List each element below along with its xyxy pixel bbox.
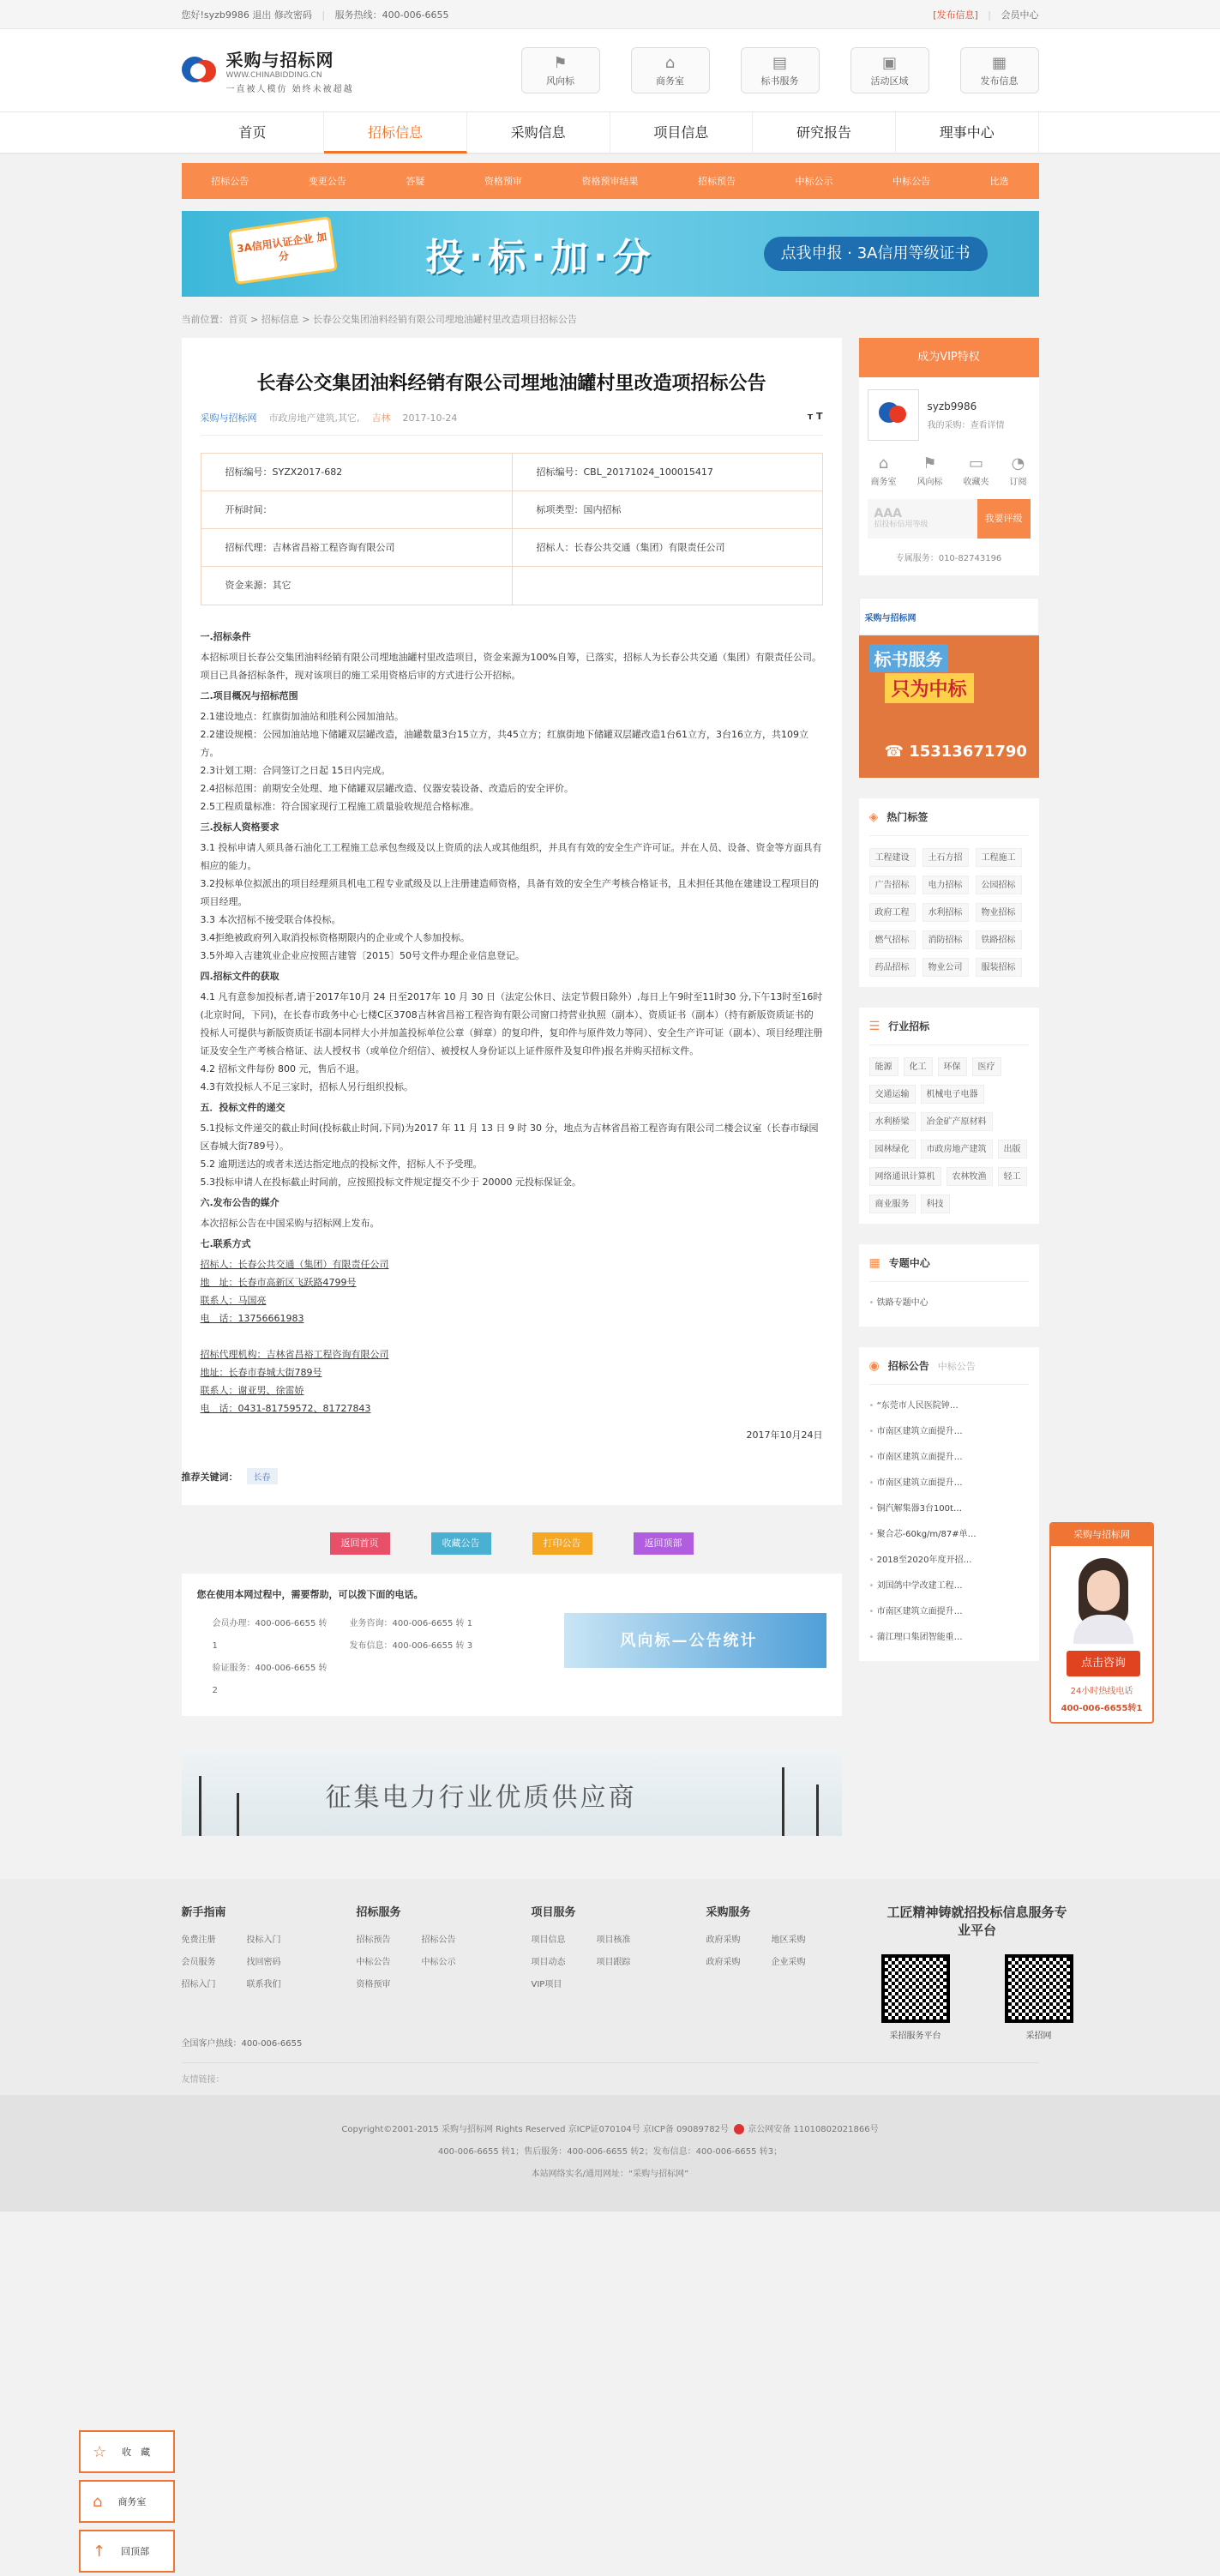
contact-line: 联系人：马国亮 [200, 1295, 267, 1306]
paragraph: 3.4拒绝被政府列入取消投标资格期限内的企业或个人参加投标。 [200, 932, 470, 943]
industry-tag[interactable]: 网络通讯计算机 [869, 1167, 941, 1186]
arrow-up-icon: ↑ [93, 2542, 106, 2561]
topic-box: ▦ 专题中心 • 铁路专题中心 [859, 1244, 1039, 1327]
sub-nav [182, 163, 1039, 199]
notice-item[interactable]: • 市南区建筑立面提升… [869, 1445, 1029, 1471]
list-icon: ☰ [868, 1019, 880, 1033]
hot-tag[interactable]: 铁路招标 [976, 930, 1022, 949]
credit-grade: AAA [874, 507, 903, 521]
header-shortcuts [521, 47, 1039, 93]
footer-link[interactable]: 联系我们 [246, 1980, 281, 1989]
ad-subline: 只为中标 [885, 673, 974, 703]
article [182, 338, 842, 1461]
footer-link[interactable]: 中标公示 [421, 1958, 456, 1967]
topic-item[interactable]: • 铁路专题中心 [869, 1291, 1029, 1316]
top-bar: 您好!syzb9986 退出 修改密码 | 服务热线：400-006-6655 [发布信息] | 会员中心 [0, 0, 1220, 29]
paragraph: 3.2投标单位拟派出的项目经理须具机电工程专业贰级及以上注册建造师资格，具备有效的安全生产考核合格证书，且未担任其他在建建设工程项目的项目经理。 [200, 878, 819, 907]
footer-link[interactable]: 招标入门 [181, 1980, 216, 1989]
vip-button[interactable]: 成为VIP特权 [859, 338, 1039, 377]
notice-item[interactable]: • 刘国鸽中学改建工程… [869, 1574, 1029, 1599]
user-shortcut-rss[interactable]: ◔ 订阅 [1009, 454, 1027, 487]
customer-service-float [1049, 1522, 1154, 1724]
notice-item[interactable]: • 市南区建筑立面提升… [869, 1599, 1029, 1625]
hot-tag[interactable]: 消防招标 [923, 930, 969, 949]
avatar [868, 389, 919, 441]
police-record: 京公网安备 11010802021866号 [748, 2125, 879, 2134]
footer-col-project: 项目服务 项目信息 项目核准 项目动态 项目跟踪 VIP项目 [532, 1903, 662, 2041]
nav-bidding[interactable]: 招标信息 [324, 112, 467, 153]
service-hotline: 400-006-6655转1 [1061, 1704, 1143, 1713]
article-title: 长春公交集团油料经销有限公司埋地油罐村里改造项招标公告 [256, 373, 766, 394]
site-logo[interactable] [182, 46, 354, 94]
paragraph: 2.1建设地点：红旗街加油站和胜利公园加油站。 [200, 711, 404, 722]
site-footer [0, 1879, 1220, 2212]
friend-links: 友情链接： [182, 2062, 1039, 2095]
footer-link[interactable]: 中标公告 [356, 1958, 391, 1967]
info-cell: 招标人：长春公共交通（集团）有限责任公司 [512, 529, 822, 566]
contact-line: 电 话：0431-81759572、81727843 [200, 1403, 371, 1414]
help-line: 会员办理：400-006-6655 转 1 [212, 1619, 328, 1651]
footer-link[interactable]: 项目信息 [531, 1935, 566, 1945]
ad-phone: ☎ 15313671790 [884, 743, 1027, 761]
footer-link[interactable]: 项目动态 [531, 1958, 566, 1967]
info-table [201, 453, 823, 605]
agent-avatar [1073, 1558, 1133, 1644]
info-cell: 招标编号：SYZX2017-682 [225, 466, 343, 478]
paragraph: 4.2 招标文件每份 800 元，售后不退。 [200, 1063, 365, 1074]
shortcut-publish[interactable]: ▦ 发布信息 [960, 47, 1039, 93]
footer-declare: 本站网络实名/通用网址：“采购与招标网” [531, 2170, 689, 2179]
sidebar [859, 338, 1039, 1836]
article-date: 2017-10-24 [402, 412, 458, 424]
hot-tag[interactable]: 广告招标 [869, 876, 916, 894]
home-icon: ⌂ [878, 454, 889, 472]
footer-col-bid: 招标服务 招标预告 招标公告 中标公告 中标公示 资格预审 [357, 1903, 487, 2041]
section-heading: 二.项目概况与招标范围 [200, 690, 298, 701]
industry-tag[interactable]: 交通运输 [869, 1085, 916, 1104]
user-shortcut-office[interactable]: ⌂ 商务室 [870, 454, 897, 487]
notice-item[interactable]: • 蒲江理口集团智能重… [869, 1625, 1029, 1651]
logo-icon [182, 53, 219, 87]
industry-tag[interactable]: 市政房地产建筑 [921, 1140, 993, 1159]
industry-tag[interactable]: 医疗 [972, 1057, 1001, 1076]
subnav-item[interactable]: 中标公告 [892, 176, 931, 187]
brand-domain: WWW.CHINABIDDING.CN [225, 71, 322, 80]
paragraph: 本次招标公告在中国采购与招标网上发布。 [200, 1218, 380, 1229]
consult-button[interactable]: 点击咨询 [1067, 1651, 1140, 1676]
brand-slogan: 一直被人模仿 始终未被超越 [225, 85, 354, 94]
float-favorite[interactable]: ☆ 收 藏 [79, 2430, 175, 2473]
keywords-label: 推荐关键词： [181, 1471, 238, 1483]
hot-tag[interactable]: 工程建设 [869, 848, 916, 867]
footer-tagline: 工匠精神铸就招投标信息服务专业平台 [886, 1905, 1067, 1938]
paragraph: 3.1 投标申请人须具备石油化工工程施工总承包叁级及以上资质的法人或其他组织，并具有有效的安全生产许可证。并在人员、设备、资金等方面具有相应的能力。 [200, 842, 822, 871]
article-industry: 市政房地产建筑,其它, [268, 412, 360, 424]
bid-service-ad[interactable] [859, 598, 1039, 778]
hot-tag[interactable]: 服装招标 [976, 958, 1022, 977]
hot-tag[interactable]: 药品招标 [869, 958, 916, 977]
footer-link[interactable]: 免费注册 [181, 1935, 216, 1945]
nav-reports[interactable]: 研究报告 [753, 112, 896, 153]
keywords-row [182, 1461, 842, 1505]
info-cell [512, 567, 822, 605]
footer-link[interactable]: 招标公告 [421, 1935, 456, 1945]
stats-ad[interactable]: 风向标—公告统计 [564, 1613, 826, 1668]
credit-badge: 3A信用认证企业 加分 [228, 216, 338, 285]
power-banner-text: 征集电力行业优质供应商 [325, 1783, 637, 1813]
contact-line: 招标代理机构：吉林省昌裕工程咨询有限公司 [200, 1349, 389, 1360]
footer-phones: 400-006-6655 转1；售后服务：400-006-6655 转2；发布信息：400-006-6655 转3； [437, 2147, 783, 2157]
footer-link[interactable]: 企业采购 [771, 1958, 806, 1967]
police-badge-icon [734, 2124, 744, 2134]
rss-icon: ◔ [1011, 454, 1025, 472]
industry-tag[interactable]: 园林绿化 [869, 1140, 916, 1159]
paragraph: 4.3有效投标人不足三家时，招标人另行组织投标。 [200, 1081, 413, 1092]
greeting-text[interactable]: 您好!syzb9986 退出 修改密码 [181, 9, 312, 21]
article-body [201, 628, 823, 1444]
service-header: 采购与招标网 [1051, 1524, 1152, 1546]
industry-tag[interactable]: 科技 [921, 1195, 950, 1213]
footer-link[interactable]: 项目核准 [596, 1935, 631, 1945]
paragraph: 5.1投标文件递交的截止时间(投标截止时间,下同)为2017 年 11 月 13 日 9 时 30 分，地点为吉林省昌裕工程咨询有限公司二楼会议室（长春市绿园区春城大街789号）。 [200, 1122, 819, 1152]
notice-item[interactable]: • 2018至2020年度开招… [869, 1548, 1029, 1574]
ad-headline: 标书服务 [869, 644, 948, 672]
help-line: 验证服务：400-006-6655 转 2 [212, 1664, 328, 1695]
qr-code-icon [1005, 1954, 1073, 2023]
hot-tag[interactable]: 燃气招标 [869, 930, 916, 949]
main-nav [0, 111, 1220, 154]
footer-col-purchase: 采购服务 政府采购 地区采购 政府采购 企业采购 [706, 1903, 837, 2041]
paragraph: 2.4招标范围：前期安全处理、地下储罐双层罐改造、仪器安装设备、改造后的安全评价。 [200, 783, 574, 794]
industry-box: ☰ 行业招标 能源 化工 环保 医疗 交通运输 机械电子电器 水利桥梁 冶金矿产原材料 园林绿化 市政房地产建筑 出版 网络通讯计算机 农林牧渔 轻工 商业服务 科技 [859, 1008, 1039, 1224]
contact-line: 电 话：13756661983 [200, 1313, 304, 1324]
breadcrumb: 当前位置：首页 > 招标信息 > 长春公交集团油料经销有限公司埋地油罐村里改造项目招标公告 [181, 314, 577, 325]
section-heading: 七.联系方式 [200, 1238, 251, 1249]
nav-projects[interactable]: 项目信息 [610, 112, 754, 153]
article-meta [201, 411, 823, 436]
rate-button[interactable]: 我要评级 [977, 499, 1031, 539]
promo-banner[interactable] [182, 211, 1039, 297]
float-office[interactable]: ⌂ 商务室 [79, 2480, 175, 2523]
flag-icon: ⚑ [923, 454, 937, 472]
paragraph: 2.2建设规模：公园加油站地下储罐双层罐改造，油罐数量3台15立方，共45立方；红旗街地下储罐双层罐改造1台61立方，3台16立方，共109立方。 [200, 729, 808, 758]
member-center-link[interactable]: 会员中心 [1001, 9, 1039, 21]
paragraph: 2.5工程质量标准：符合国家现行工程施工质量验收规范合格标准。 [200, 801, 479, 812]
float-top[interactable]: ↑ 回顶部 [79, 2530, 175, 2573]
shortcut-events[interactable]: ▣ 活动区域 [850, 47, 929, 93]
paragraph: 5.2 逾期送达的或者未送达指定地点的投标文件，招标人不予受理。 [200, 1159, 483, 1170]
brand-name: 采购与招标网 [225, 50, 334, 70]
font-size-toggle[interactable]: ᴛ T [807, 411, 823, 422]
footer-link[interactable]: 投标入门 [246, 1935, 281, 1945]
back-top-button[interactable]: 返回顶部 [634, 1532, 694, 1555]
notice-item[interactable]: • 铜汽解集器3台100t… [869, 1496, 1029, 1522]
notice-item[interactable]: • 市南区建筑立面提升… [869, 1471, 1029, 1496]
shortcut-bid-doc[interactable]: ▤ 标书服务 [741, 47, 820, 93]
grid-icon: ▦ [868, 1255, 880, 1270]
subnav-item[interactable]: 比选 [989, 176, 1009, 187]
industry-tag[interactable]: 环保 [938, 1057, 967, 1076]
credit-rating: AAA 招投标信用等级 我要评级 [868, 499, 1031, 539]
subnav-item[interactable]: 变更公告 [308, 176, 346, 187]
nav-home[interactable]: 首页 [182, 112, 325, 153]
ad-logo: 采购与招标网 [859, 598, 1039, 635]
industry-tag[interactable]: 轻工 [998, 1167, 1027, 1186]
user-shortcut-folder[interactable]: ▭ 收藏夹 [963, 454, 989, 487]
article-region[interactable]: 吉林 [371, 412, 391, 424]
back-home-button[interactable]: 返回首页 [330, 1532, 390, 1555]
contact-line: 地址：长春市春城大街789号 [200, 1367, 322, 1378]
shortcut-flag[interactable]: ⚑ 风向标 [521, 47, 600, 93]
clipboard-icon: ▦ [991, 53, 1007, 72]
username: syzb9986 [927, 400, 977, 412]
user-box [859, 377, 1039, 575]
main-content [182, 338, 842, 1836]
copyright-bar [0, 2095, 1220, 2212]
subnav-item[interactable]: 答疑 [406, 176, 425, 187]
contact-line: 地 址：长春市高新区飞跃路4799号 [200, 1277, 357, 1288]
folder-icon: ▭ [968, 454, 983, 472]
info-cell: 招标代理：吉林省昌裕工程咨询有限公司 [225, 542, 395, 553]
section-heading: 一.招标条件 [200, 631, 251, 642]
industry-tag[interactable]: 商业服务 [869, 1195, 916, 1213]
footer-hotline: 全国客户热线：400-006-6655 [181, 2039, 303, 2049]
help-line: 发布信息：400-006-6655 转 3 [349, 1641, 473, 1651]
hot-tags-box: ◈ 热门标签 工程建设 土石方招 工程施工 广告招标 电力招标 公园招标 政府工程 水利招标 物业招标 燃气招标 消防招标 铁路招标 药品招标 物业公司 服装招标 [859, 798, 1039, 987]
industry-tag[interactable]: 化工 [904, 1057, 933, 1076]
industry-tag[interactable]: 能源 [869, 1057, 898, 1076]
tag-icon: ◈ [868, 810, 879, 824]
industry-tag[interactable]: 出版 [998, 1140, 1027, 1159]
print-button[interactable]: 打印公告 [532, 1532, 592, 1555]
home-icon: ⌂ [93, 2492, 103, 2511]
contact-line: 招标人：长春公共交通（集团）有限责任公司 [200, 1259, 389, 1270]
help-box [182, 1574, 842, 1716]
bullhorn-icon: ◉ [868, 1358, 880, 1373]
subnav-item[interactable]: 招标预告 [698, 176, 736, 187]
footer-link[interactable]: VIP项目 [531, 1980, 562, 1989]
hot-tag[interactable]: 土石方招 [923, 848, 969, 867]
site-header [0, 29, 1220, 111]
qr-label: 采招服务平台 [889, 2031, 941, 2041]
home-icon: ⌂ [664, 53, 676, 72]
section-heading: 五．投标文件的递交 [200, 1102, 285, 1113]
section-heading: 六.发布公告的媒介 [200, 1197, 279, 1208]
industry-tag[interactable]: 农林牧渔 [947, 1167, 993, 1186]
footer-link[interactable]: 政府采购 [706, 1935, 741, 1945]
qr-label: 采招网 [1025, 2031, 1052, 2041]
left-float-bar [79, 2430, 175, 2576]
action-buttons [182, 1532, 842, 1555]
help-title: 您在使用本网过程中，需要帮助，可以拨下面的电话。 [196, 1589, 424, 1600]
qr-code-icon [881, 1954, 950, 2023]
footer-qr-area [881, 1903, 1073, 2041]
hot-tag[interactable]: 政府工程 [869, 903, 916, 922]
service-phone: 专属服务：010-82743196 [895, 554, 1002, 563]
hot-tag[interactable]: 工程施工 [976, 848, 1022, 867]
star-icon: ☆ [93, 2442, 107, 2461]
notice-item[interactable]: • “东莞市人民医院钟… [869, 1393, 1029, 1419]
notice-box [859, 1347, 1039, 1661]
subnav-item[interactable]: 资格预审 [484, 176, 522, 187]
info-cell: 标项类型：国内招标 [512, 491, 822, 528]
nav-purchase[interactable]: 采购信息 [467, 112, 610, 153]
subnav-item[interactable]: 资格预审结果 [581, 176, 639, 187]
shortcut-office[interactable]: ⌂ 商务室 [631, 47, 710, 93]
info-cell: 招标编号：CBL_20171024_100015417 [512, 454, 822, 491]
hot-tag[interactable]: 物业公司 [923, 958, 969, 977]
hot-tag[interactable]: 水利招标 [923, 903, 969, 922]
paragraph: 5.3投标申请人在投标截止时间前，应按照投标文件规定提交不少于 20000 元投标保证金。 [200, 1177, 581, 1188]
document-icon: ▤ [772, 53, 787, 72]
tab-bid-notice[interactable]: 招标公告 [887, 1360, 929, 1372]
power-supplier-banner[interactable] [182, 1750, 842, 1836]
banner-headline: 投·标·加·分 [425, 236, 656, 280]
info-cell: 资金来源：其它 [225, 580, 291, 591]
notice-item[interactable]: • 市南区建筑立面提升… [869, 1419, 1029, 1445]
article-source[interactable]: 采购与招标网 [200, 412, 257, 424]
paragraph: 3.5外埠入吉建筑业企业应按照吉建管〔2015〕50号文件办理企业信息登记。 [200, 950, 525, 961]
footer-link[interactable]: 找回密码 [246, 1958, 281, 1967]
keyword-tag[interactable]: 长春 [247, 1468, 278, 1484]
industry-tag[interactable]: 冶金矿产原材料 [921, 1112, 993, 1131]
section-heading: 三.投标人资格要求 [200, 822, 279, 833]
paragraph: 3.3 本次招标不接受联合体投标。 [200, 914, 341, 925]
footer-link[interactable]: 资格预审 [356, 1980, 391, 1989]
industry-tag[interactable]: 水利桥梁 [869, 1112, 916, 1131]
banner-cta[interactable]: 点我申报 · 3A信用等级证书 [764, 237, 988, 271]
copyright-text: Copyright©2001-2015 采购与招标网 Rights Reserved 京ICP证070104号 京ICP备 09089782号 [341, 2125, 729, 2134]
paragraph: 本招标项目长春公交集团油料经销有限公司埋地油罐村里改造项目，资金来源为100%自筹，已落实，招标人为长春公共交通（集团）有限责任公司。项目已具备招标条件，现对该项目的施工采用资格后审的方式进行公开招标。 [200, 652, 821, 681]
gift-icon: ▣ [881, 53, 897, 72]
info-cell: 开标时间： [225, 504, 273, 515]
footer-link[interactable]: 地区采购 [771, 1935, 806, 1945]
user-shortcut-flag[interactable]: ⚑ 风向标 [917, 454, 943, 487]
notice-item[interactable]: • 聚合芯-60kg/m/87#单… [869, 1522, 1029, 1548]
sign-date: 2017年10月24日 [746, 1429, 823, 1441]
help-line: 业务咨询：400-006-6655 转 1 [349, 1619, 473, 1628]
tab-award-notice[interactable]: 中标公告 [937, 1360, 976, 1372]
hot-tag[interactable]: 公园招标 [976, 876, 1022, 894]
service-hotline-label: 24小时热线电话 [1070, 1687, 1133, 1696]
favorite-button[interactable]: 收藏公告 [431, 1532, 491, 1555]
footer-link[interactable]: 招标预告 [356, 1935, 391, 1945]
contact-line: 联系人：谢亚男、徐雷娇 [200, 1385, 304, 1396]
hot-tag[interactable]: 物业招标 [976, 903, 1022, 922]
footer-link[interactable]: 会员服务 [181, 1958, 216, 1967]
paragraph: 4.1 凡有意参加投标者,请于2017年10月 24 日至2017年 10 月 30 日（法定公休日、法定节假日除外）,每日上午9时至11时30 分,下午13时至16时(北京时间，下同)，在长春市政务中心七楼C区3708吉林省昌裕工程咨询有限公司窗口持营业执照（副本）、资质证书（副本）（持有新版资质证书的投标人可提供与新版资质证书副本同样大小并加盖投标单位公章（鲜章）的复印件，复印件与原件效力等同）、安全生产许可证（副本）、项目经理注册证及安全生产考核合格证、法人授权书（或单位介绍信）、被授权人身份证以上证件原件及复印件)报名并购买招标文件。 [200, 991, 823, 1056]
hot-tag[interactable]: 电力招标 [923, 876, 969, 894]
footer-link[interactable]: 政府采购 [706, 1958, 741, 1967]
flag-icon: ⚑ [553, 53, 568, 72]
publish-link[interactable]: [发布信息] [933, 9, 978, 21]
section-heading: 四.招标文件的获取 [200, 971, 279, 982]
hotline-text: 服务热线：400-006-6655 [334, 9, 449, 21]
subnav-item[interactable]: 中标公示 [795, 176, 833, 187]
nav-council[interactable]: 理事中心 [896, 112, 1039, 153]
footer-col-guide: 新手指南 免费注册 投标入门 会员服务 找回密码 招标入门 联系我们 [182, 1903, 312, 2041]
my-purchase-link[interactable]: 我的采购：查看详情 [927, 420, 1005, 430]
subnav-item[interactable]: 招标公告 [211, 176, 249, 187]
footer-link[interactable]: 项目跟踪 [596, 1958, 631, 1967]
industry-tag[interactable]: 机械电子电器 [921, 1085, 984, 1104]
paragraph: 2.3计划工期：合同签订之日起 15日内完成。 [200, 765, 391, 776]
